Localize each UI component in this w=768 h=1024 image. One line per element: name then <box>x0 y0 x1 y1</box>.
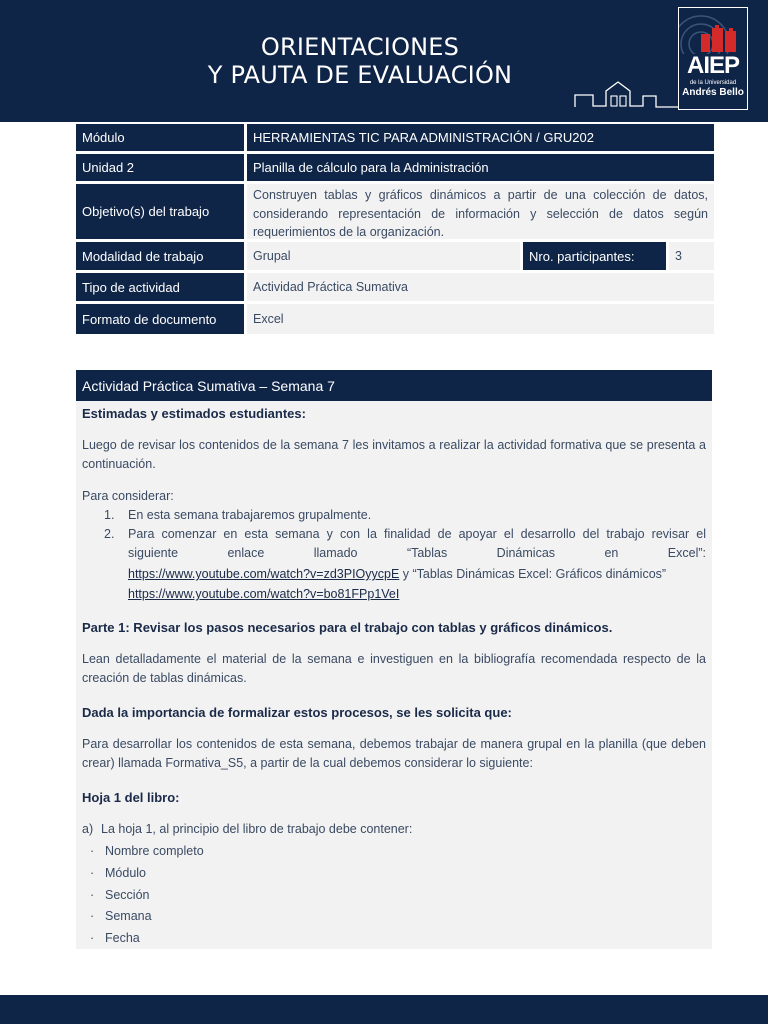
item-a-text: La hoja 1, al principio del libro de trabajo debe contener: <box>101 822 413 836</box>
list-item-1: En esta semana trabajaremos grupalmente. <box>128 508 372 522</box>
list-item-2-mid: y “Tablas Dinámicas Excel: Gráficos dinámicos” <box>399 567 667 581</box>
logo-wordmark: AIEP <box>686 52 739 79</box>
modulo-value: HERRAMIENTAS TIC PARA ADMINISTRACIÓN / GRU202 <box>247 124 714 151</box>
participantes-label: Nro. participantes: <box>523 242 666 270</box>
activity-header: Actividad Práctica Sumativa – Semana 7 <box>76 370 712 401</box>
modulo-label: Módulo <box>76 124 244 151</box>
unidad-value: Planilla de cálculo para la Administración <box>247 154 714 181</box>
list-item-2-line-1: Para comenzar en esta semana y con la finalidad de apoyar el desarrollo del trabajo revisar el <box>128 527 706 541</box>
parte-1-heading: Parte 1: Revisar los pasos necesarios para el trabajo con tablas y gráficos dinámicos. <box>82 620 613 635</box>
consider-label: Para considerar: <box>82 489 174 503</box>
participantes-value: 3 <box>669 242 714 270</box>
item-a-label: a) <box>82 822 94 836</box>
list-item-2-line-4 <box>128 585 399 604</box>
house-outline-icon <box>570 78 680 110</box>
title-line-1: ORIENTACIONES <box>260 33 460 61</box>
hoja-heading: Hoja 1 del libro: <box>82 790 180 805</box>
bullet-seccion: Sección <box>105 888 150 902</box>
bullet-fecha: Fecha <box>105 931 140 945</box>
logo-university: Andrés Bello <box>682 87 744 98</box>
tipo-label: Tipo de actividad <box>76 273 244 301</box>
list-number-1: 1. <box>104 508 115 522</box>
list-item-2-line-2: siguiente enlace llamado “Tablas Dinámicas en Excel”: <box>128 546 706 560</box>
tipo-value: Actividad Práctica Sumativa <box>247 273 714 301</box>
logo-emblem-icon <box>679 8 747 54</box>
bullet-marker: · <box>90 888 95 902</box>
objetivo-label: Objetivo(s) del trabajo <box>76 184 244 239</box>
bullet-semana: Semana <box>105 909 152 923</box>
bullet-modulo: Módulo <box>105 866 146 880</box>
youtube-link-1[interactable]: https://www.youtube.com/watch?v=zd3PIOyycpE <box>128 567 400 581</box>
info-row-tipo <box>76 273 714 301</box>
info-row-unidad <box>76 154 714 181</box>
intro-paragraph: Luego de revisar los contenidos de la semana 7 les invitamos a realizar la actividad formativa que se presenta a continuación. <box>82 438 706 471</box>
bullet-nombre: Nombre completo <box>105 844 204 858</box>
list-number-2: 2. <box>104 527 115 541</box>
dada-heading: Dada la importancia de formalizar estos procesos, se les solicita que: <box>82 705 512 720</box>
footer-bar <box>0 995 768 1024</box>
unidad-label: Unidad 2 <box>76 154 244 181</box>
aiep-logo <box>678 7 748 110</box>
lean-paragraph: Lean detalladamente el material de la semana e investiguen en la bibliografía recomendada respecto de la creación de tablas dinámicas. <box>82 652 706 685</box>
list-item-2-line-3 <box>128 565 706 584</box>
formato-label: Formato de documento <box>76 304 244 334</box>
bullet-marker: · <box>90 844 95 858</box>
youtube-link-2[interactable]: https://www.youtube.com/watch?v=bo81FPp1VeI <box>128 587 400 601</box>
info-row-objetivo <box>76 184 714 239</box>
bullet-marker: · <box>90 931 95 945</box>
para-paragraph: Para desarrollar los contenidos de esta semana, debemos trabajar de manera grupal en la planilla (que deben crear) llamada Formativa_S5, a partir de la cual debemos considerar lo siguiente: <box>82 737 706 770</box>
objetivo-value: Construyen tablas y gráficos dinámicos a partir de una colección de datos, considerando representación de información y selección de datos según requerimientos de la organización. <box>247 184 714 239</box>
info-row-modalidad <box>76 242 714 270</box>
document-title <box>150 33 570 89</box>
activity-body <box>76 401 712 949</box>
bullet-marker: · <box>90 866 95 880</box>
modalidad-value: Grupal <box>247 242 520 270</box>
formato-value: Excel <box>247 304 714 334</box>
greeting: Estimadas y estimados estudiantes: <box>82 406 306 421</box>
modalidad-label: Modalidad de trabajo <box>76 242 244 270</box>
bullet-marker: · <box>90 909 95 923</box>
title-line-2: Y PAUTA DE EVALUACIÓN <box>207 61 513 89</box>
header-banner <box>0 0 768 122</box>
info-row-formato <box>76 304 714 334</box>
logo-subtitle: de la Universidad <box>689 80 737 86</box>
info-row-modulo <box>76 124 714 151</box>
